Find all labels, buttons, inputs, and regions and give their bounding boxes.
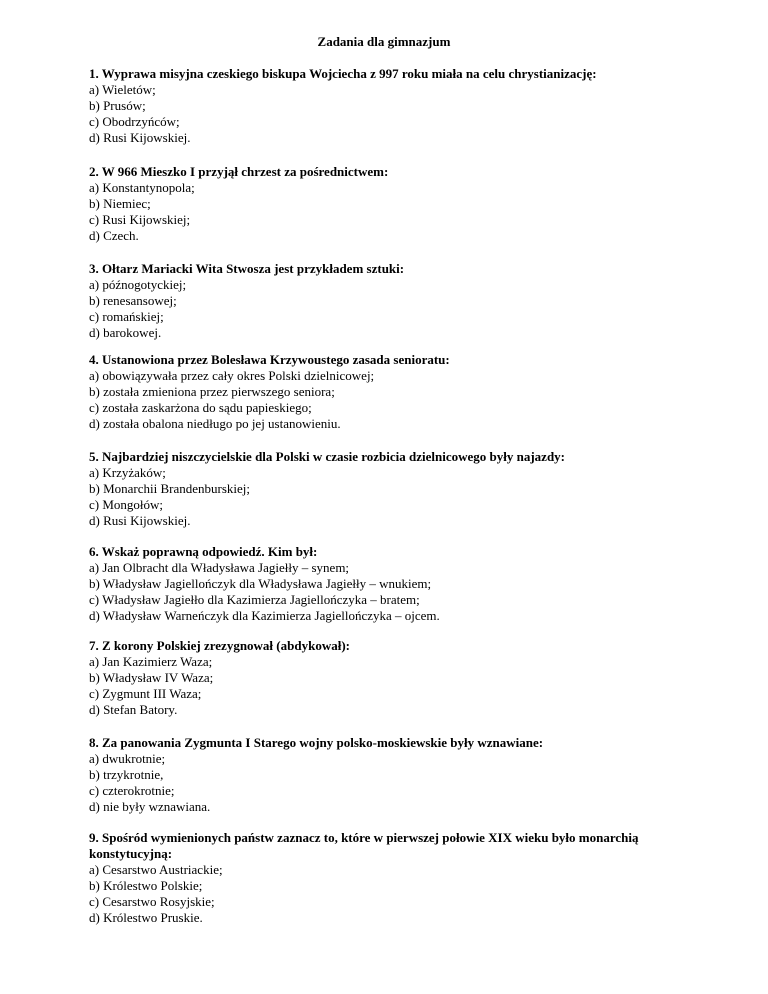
option-c: c) została zaskarżona do sądu papieskiego; bbox=[89, 400, 312, 415]
question-text: 8. Za panowania Zygmunta I Starego wojny polsko-moskiewskie były wznawiane: bbox=[89, 735, 544, 750]
option-d: d) barokowej. bbox=[89, 325, 162, 340]
option-a: a) Jan Olbracht dla Władysława Jagiełły – synem; bbox=[89, 560, 350, 575]
option-c: c) Obodrzyńców; bbox=[89, 114, 180, 129]
question-9 bbox=[89, 830, 689, 926]
question-text: 9. Spośród wymienionych państw zaznacz to, które w pierwszej połowie XIX wieku było monarchią konstytucyjną: bbox=[89, 830, 639, 861]
question-text: 3. Ołtarz Mariacki Wita Stwosza jest przykładem sztuki: bbox=[89, 261, 405, 276]
option-d: d) Władysław Warneńczyk dla Kazimierza Jagiellończyka – ojcem. bbox=[89, 608, 440, 623]
option-a: a) obowiązywała przez cały okres Polski dzielnicowej; bbox=[89, 368, 375, 383]
option-d: d) Stefan Batory. bbox=[89, 702, 178, 717]
question-7 bbox=[89, 638, 689, 718]
option-b: b) została zmieniona przez pierwszego seniora; bbox=[89, 384, 335, 399]
option-c: c) Mongołów; bbox=[89, 497, 164, 512]
option-c: c) Zygmunt III Waza; bbox=[89, 686, 202, 701]
option-c: c) Cesarstwo Rosyjskie; bbox=[89, 894, 215, 909]
option-b: b) Niemiec; bbox=[89, 196, 151, 211]
option-b: b) Władysław Jagiellończyk dla Władysława Jagiełły – wnukiem; bbox=[89, 576, 432, 591]
option-b: b) Monarchii Brandenburskiej; bbox=[89, 481, 251, 496]
question-text: 2. W 966 Mieszko I przyjął chrzest za pośrednictwem: bbox=[89, 164, 389, 179]
option-b: b) Władysław IV Waza; bbox=[89, 670, 214, 685]
option-d: d) Czech. bbox=[89, 228, 139, 243]
question-4 bbox=[89, 352, 689, 432]
option-c: c) Władysław Jagiełło dla Kazimierza Jagiellończyka – bratem; bbox=[89, 592, 420, 607]
question-text: 4. Ustanowiona przez Bolesława Krzywoustego zasada senioratu: bbox=[89, 352, 450, 367]
option-a: a) Cesarstwo Austriackie; bbox=[89, 862, 223, 877]
option-a: a) Krzyżaków; bbox=[89, 465, 166, 480]
option-d: d) Rusi Kijowskiej. bbox=[89, 513, 191, 528]
option-a: a) dwukrotnie; bbox=[89, 751, 166, 766]
question-3 bbox=[89, 261, 689, 341]
question-text: 6. Wskaż poprawną odpowiedź. Kim był: bbox=[89, 544, 318, 559]
option-c: c) romańskiej; bbox=[89, 309, 164, 324]
question-text: 5. Najbardziej niszczycielskie dla Polski w czasie rozbicia dzielnicowego były najazdy: bbox=[89, 449, 566, 464]
option-b: b) Prusów; bbox=[89, 98, 146, 113]
document-title: Zadania dla gimnazjum bbox=[317, 34, 451, 49]
option-d: d) została obalona niedługo po jej ustanowieniu. bbox=[89, 416, 341, 431]
option-a: a) Wieletów; bbox=[89, 82, 156, 97]
question-1 bbox=[89, 66, 689, 146]
option-a: a) Konstantynopola; bbox=[89, 180, 195, 195]
option-d: d) Rusi Kijowskiej. bbox=[89, 130, 191, 145]
question-5 bbox=[89, 449, 689, 529]
option-c: c) Rusi Kijowskiej; bbox=[89, 212, 191, 227]
question-text: 7. Z korony Polskiej zrezygnował (abdykował): bbox=[89, 638, 350, 653]
option-a: a) Jan Kazimierz Waza; bbox=[89, 654, 213, 669]
option-d: d) nie były wznawiana. bbox=[89, 799, 211, 814]
question-text: 1. Wyprawa misyjna czeskiego biskupa Wojciecha z 997 roku miała na celu chrystianizację: bbox=[89, 66, 597, 81]
option-d: d) Królestwo Pruskie. bbox=[89, 910, 203, 925]
question-8 bbox=[89, 735, 689, 815]
question-2 bbox=[89, 164, 689, 244]
option-b: b) Królestwo Polskie; bbox=[89, 878, 203, 893]
option-b: b) renesansowej; bbox=[89, 293, 177, 308]
question-6 bbox=[89, 544, 689, 624]
option-a: a) późnogotyckiej; bbox=[89, 277, 187, 292]
option-b: b) trzykrotnie, bbox=[89, 767, 164, 782]
option-c: c) czterokrotnie; bbox=[89, 783, 175, 798]
